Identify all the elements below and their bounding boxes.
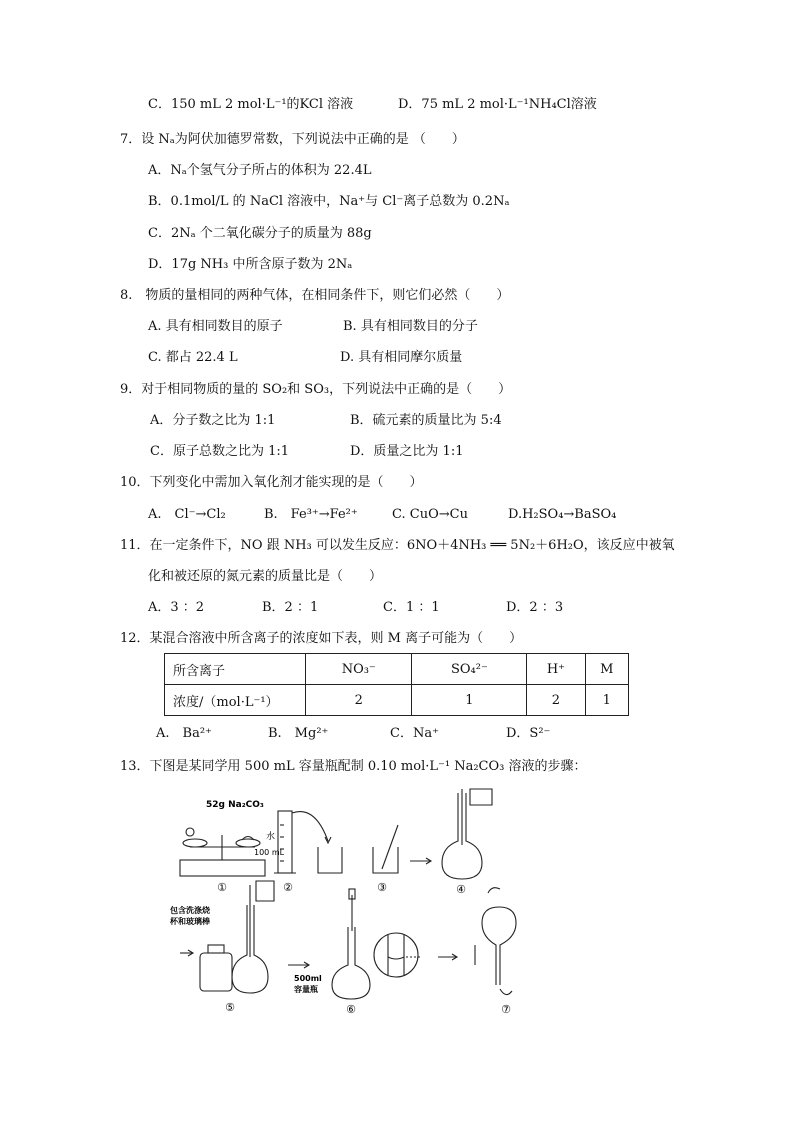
flask-label-2: 容量瓶 [294, 985, 318, 994]
table-header-cell: M [585, 654, 628, 685]
q8-option-c: C. 都占 22.4 L [148, 350, 238, 365]
table-cell: 浓度/（mol·L⁻¹） [165, 685, 306, 716]
q9-option-c: C．原子总数之比为 1:1 [150, 444, 290, 459]
q7-stem: 7．设 Nₐ为阿伏加德罗常数，下列说法中正确的是 （ ） [120, 132, 465, 147]
q11-option-d: D．2 ：3 [506, 600, 564, 615]
ion-concentration-table [164, 653, 629, 716]
flask-label-1: 500ml [294, 974, 322, 983]
table-cell: 2 [527, 685, 585, 716]
volumetric-flask-pouring [442, 789, 492, 879]
stirring-beaker [373, 825, 398, 873]
q8-stem: 8. 物质的量相同的两种气体，在相同条件下，则它们必然（ ） [120, 288, 510, 303]
q11-option-a: A．3 ：2 [148, 600, 205, 615]
q8-option-a: A. 具有相同数目的原子 [148, 319, 283, 334]
q9-option-d: D．质量之比为 1:1 [350, 444, 464, 459]
q10-option-c: C. CuO→Cu [392, 507, 468, 522]
cylinder-volume-label: 100 mL [254, 848, 285, 857]
table-row [165, 685, 629, 716]
table-cell: 2 [306, 685, 412, 716]
water-label: 水 [266, 832, 276, 842]
table-header-cell: 所含离子 [165, 654, 306, 685]
q12-option-b: B. Mg²⁺ [268, 726, 329, 741]
graduated-cylinder [274, 811, 331, 873]
q12-option-c: C．Na⁺ [390, 726, 439, 741]
flask-dropper [332, 889, 370, 999]
table-header-cell: H⁺ [527, 654, 585, 685]
q12-stem: 12．某混合溶液中所含离子的浓度如下表，则 M 离子可能为（ ） [120, 631, 523, 646]
wash-label-1: 包含洗涤烧 [170, 906, 210, 915]
inverting-flask [482, 888, 516, 995]
q9-option-b: B．硫元素的质量比为 5:4 [350, 413, 502, 428]
flask-transfer [232, 881, 274, 993]
table-header-cell: NO₃⁻ [306, 654, 412, 685]
table-header-cell: SO₄²⁻ [412, 654, 527, 685]
q11-option-c: C．1 ：1 [383, 600, 440, 615]
step-number: ⑤ [225, 1001, 235, 1014]
reagent-bottle [180, 945, 232, 991]
q13-stem: 13．下图是某同学用 500 mL 容量瓶配制 0.10 mol·L⁻¹ Na₂CO₃ 溶液的步骤： [120, 759, 587, 774]
q11-option-b: B．2 ：1 [262, 600, 319, 615]
q7-option-a: A．Nₐ个氢气分子所占的体积为 22.4L [148, 163, 372, 178]
q8-option-d: D. 具有相同摩尔质量 [340, 350, 463, 365]
step-number: ⑦ [501, 1003, 511, 1016]
q10-option-d: D.H₂SO₄→BaSO₄ [508, 507, 617, 522]
q10-option-a: A. Cl⁻→Cl₂ [148, 507, 226, 522]
q6-option-c: C．150 mL 2 mol·L⁻¹的KCl 溶液 [148, 97, 354, 112]
meniscus-magnifier [374, 933, 420, 977]
q10-option-b: B. Fe³⁺→Fe²⁺ [264, 507, 358, 522]
q12-option-a: A. Ba²⁺ [156, 726, 212, 741]
q7-option-d: D．17g NH₃ 中所含原子数为 2Nₐ [148, 257, 353, 272]
q10-stem: 10．下列变化中需加入氧化剂才能实现的是（ ） [120, 475, 423, 490]
q9-stem: 9．对于相同物质的量的 SO₂和 SO₃，下列说法中正确的是（ ） [120, 382, 512, 397]
q7-option-c: C．2Nₐ 个二氧化碳分子的质量为 88g [148, 226, 372, 241]
q11-stem-line1: 11．在一定条件下，NO 跟 NH₃ 可以发生反应：6NO＋4NH₃ ══ 5N₂＋6H₂O，该反应中被氧 [120, 538, 675, 553]
table-cell: 1 [412, 685, 527, 716]
q12-option-d: D．S²⁻ [506, 726, 551, 741]
table-header-row [165, 654, 629, 685]
q11-stem-line2: 化和被还原的氮元素的质量比是（ ） [148, 569, 383, 584]
step-number: ② [283, 881, 293, 894]
q9-option-a: A．分子数之比为 1:1 [150, 413, 276, 428]
step-number: ④ [456, 883, 466, 896]
wash-label-2: 杯和玻璃棒 [170, 917, 210, 926]
balance-apparatus [180, 828, 265, 876]
q8-option-b: B. 具有相同数目的分子 [343, 319, 478, 334]
solution-preparation-figure [170, 785, 540, 1025]
q7-option-b: B．0.1mol/L 的 NaCl 溶液中，Na⁺与 Cl⁻离子总数为 0.2Nₐ [148, 194, 510, 209]
reagent-label: 52g Na₂CO₃ [206, 800, 264, 810]
table-cell: 1 [585, 685, 628, 716]
q6-option-d: D．75 mL 2 mol·L⁻¹NH₄Cl溶液 [398, 97, 597, 112]
step-number: ① [217, 881, 227, 894]
step-number: ⑥ [346, 1003, 356, 1016]
step-number: ③ [377, 881, 387, 894]
